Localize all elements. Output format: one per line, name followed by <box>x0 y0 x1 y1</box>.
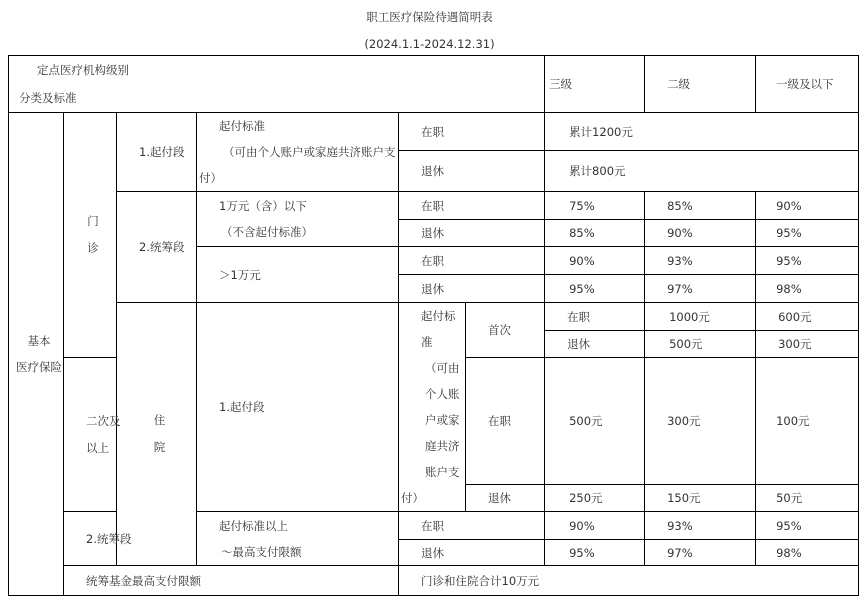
value-cell: 95% <box>756 247 859 275</box>
outpatient-band1-desc <box>197 192 399 247</box>
inpatient-deductible-desc-line2: （可由个人账户或家庭共济账户支 <box>425 361 460 479</box>
status-cell: 退休 <box>466 485 545 512</box>
value-cell: 97% <box>645 275 756 303</box>
value-cell: 95% <box>545 275 645 303</box>
value-cell: 85% <box>645 192 756 220</box>
inpatient-deductible-desc <box>399 303 466 512</box>
status-cell: 退休 <box>545 331 645 358</box>
benefits-table <box>8 55 859 596</box>
outpatient-deductible-desc-line2: （可由个人账户或家庭共济账户支 <box>223 145 396 159</box>
value-cell: 250元 <box>545 485 645 512</box>
inpatient-deductible-desc-line1: 起付标准 <box>421 309 456 349</box>
header-level-2: 二级 <box>645 56 756 113</box>
value-cell: 97% <box>645 540 756 566</box>
value-cell: 90% <box>645 220 756 247</box>
inpatient-label-char1: 住 <box>153 413 166 427</box>
inpatient-pooling-desc-line2: ～最高支付限额 <box>221 544 302 559</box>
outpatient-deductible-desc-line3: 付） <box>199 171 222 185</box>
value-cell: 90% <box>756 192 859 220</box>
value-cell: 累计1200元 <box>545 113 859 151</box>
inpatient-pooling-desc <box>197 512 399 566</box>
inpatient-label-char2: 院 <box>153 440 166 454</box>
value-cell: 100元 <box>756 358 859 485</box>
inpatient-pooling-segment: 2.统筹段 <box>64 512 117 566</box>
value-cell: 600元 <box>756 303 859 331</box>
status-cell: 退休 <box>399 151 545 192</box>
section-label-line2: 医疗保险 <box>16 360 62 374</box>
value-cell: 95% <box>756 220 859 247</box>
header-label-cell <box>9 56 545 113</box>
outpatient-band1-line1: 1万元（含）以下 <box>219 199 307 213</box>
value-cell: 98% <box>756 275 859 303</box>
status-cell: 退休 <box>399 540 545 566</box>
inpatient-label-cell <box>117 303 197 566</box>
table-title: 职工医疗保险待遇简明表 <box>366 10 493 24</box>
section-label-cell <box>9 113 64 596</box>
status-cell: 退休 <box>399 220 545 247</box>
outpatient-deductible-segment: 1.起付段 <box>117 113 197 192</box>
inpatient-deductible-segment: 1.起付段 <box>197 303 399 512</box>
outpatient-label-char2: 诊 <box>87 241 99 255</box>
outpatient-deductible-desc-line1: 起付标准 <box>219 119 265 133</box>
status-cell: 在职 <box>399 512 545 540</box>
inpatient-second-label <box>64 358 121 512</box>
outpatient-band2-desc: ＞1万元 <box>197 247 399 303</box>
value-cell: 98% <box>756 540 859 566</box>
value-cell: 85% <box>545 220 645 247</box>
status-cell: 在职 <box>399 247 545 275</box>
value-cell: 累计800元 <box>545 151 859 192</box>
table-row <box>9 303 859 331</box>
table-row <box>9 566 859 596</box>
value-cell: 90% <box>545 247 645 275</box>
status-cell: 退休 <box>399 275 545 303</box>
table-row <box>9 113 859 151</box>
table-row <box>9 192 859 220</box>
status-cell: 在职 <box>545 303 645 331</box>
inpatient-pooling-desc-line1: 起付标准以上 <box>219 518 288 533</box>
inpatient-first-label: 首次 <box>466 303 545 358</box>
outpatient-label-cell <box>64 113 117 358</box>
header-label-line1: 定点医疗机构级别 <box>37 63 129 77</box>
outpatient-deductible-desc <box>197 113 399 192</box>
value-cell: 300元 <box>756 331 859 358</box>
header-level-3: 三级 <box>545 56 645 113</box>
outpatient-label-char1: 门 <box>87 214 99 228</box>
value-cell: 500元 <box>545 358 645 485</box>
value-cell: 95% <box>545 540 645 566</box>
value-cell: 1000元 <box>645 303 756 331</box>
outpatient-pooling-segment: 2.统筹段 <box>117 192 197 303</box>
section-label-line1: 基本 <box>27 334 51 348</box>
header-label-line2: 分类及标准 <box>19 91 77 105</box>
outpatient-band1-line2: （不含起付标准） <box>221 225 313 239</box>
status-cell: 在职 <box>399 113 545 151</box>
value-cell: 500元 <box>645 331 756 358</box>
value-cell: 93% <box>645 247 756 275</box>
value-cell: 95% <box>756 512 859 540</box>
inpatient-second-label-line2: 以上 <box>86 440 109 455</box>
header-level-1: 一级及以下 <box>756 56 859 113</box>
value-cell: 75% <box>545 192 645 220</box>
table-period: (2024.1.1-2024.12.31) <box>364 37 495 51</box>
inpatient-deductible-desc-line3: 付） <box>401 491 424 505</box>
status-cell: 在职 <box>466 358 545 485</box>
max-limit-value: 门诊和住院合计10万元 <box>399 566 859 596</box>
value-cell: 300元 <box>645 358 756 485</box>
value-cell: 50元 <box>756 485 859 512</box>
status-cell: 在职 <box>399 192 545 220</box>
value-cell: 90% <box>545 512 645 540</box>
value-cell: 93% <box>645 512 756 540</box>
header-row <box>9 56 859 113</box>
value-cell: 150元 <box>645 485 756 512</box>
max-limit-label: 统筹基金最高支付限额 <box>64 566 399 596</box>
inpatient-second-label-line1: 二次及 <box>86 413 121 428</box>
